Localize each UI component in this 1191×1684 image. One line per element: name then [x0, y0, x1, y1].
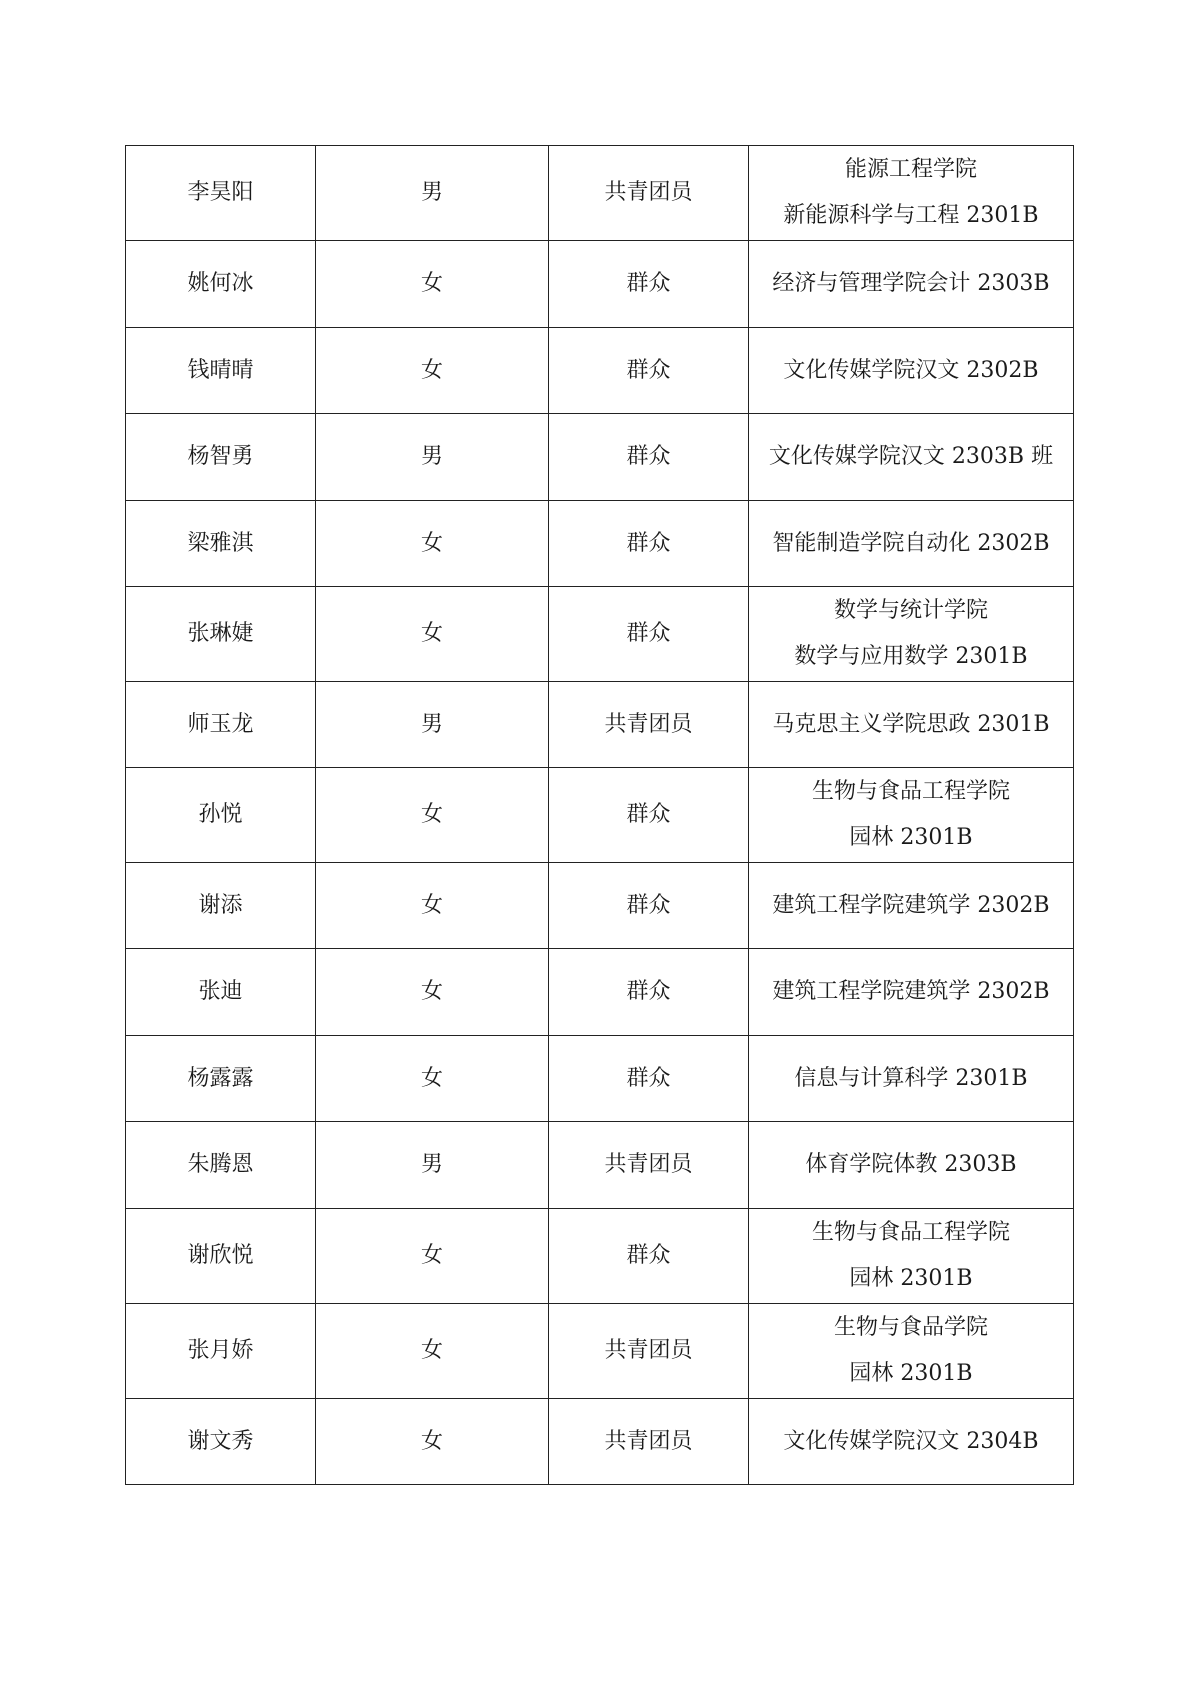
- table-row: [126, 1399, 1074, 1485]
- unit-cell: [749, 328, 1074, 414]
- name-cell: 谢添: [126, 863, 316, 949]
- gender-cell: 女: [316, 241, 549, 328]
- name-cell: 朱腾恩: [126, 1122, 316, 1209]
- name-cell: 师玉龙: [126, 682, 316, 768]
- table-row: [126, 241, 1074, 328]
- table-row: [126, 949, 1074, 1036]
- political-status-cell: 共青团员: [549, 1304, 749, 1399]
- name-cell: 杨露露: [126, 1036, 316, 1122]
- unit-cell: [749, 1036, 1074, 1122]
- political-status-cell: 共青团员: [549, 682, 749, 768]
- unit-cell: [749, 1399, 1074, 1485]
- unit-line: 生物与食品学院: [833, 1315, 988, 1340]
- unit-cell: [749, 241, 1074, 328]
- unit-line: 体育学院体教 2303B: [805, 1152, 1017, 1177]
- unit-cell: [749, 501, 1074, 587]
- political-status-cell: 共青团员: [549, 146, 749, 241]
- table-row: [126, 1036, 1074, 1122]
- unit-cell: [749, 414, 1074, 501]
- unit-cell: [749, 768, 1074, 863]
- unit-cell: [749, 1304, 1074, 1399]
- table-row: [126, 1209, 1074, 1304]
- political-status-cell: 共青团员: [549, 1122, 749, 1209]
- table-row: [126, 682, 1074, 768]
- gender-cell: 女: [316, 863, 549, 949]
- political-status-cell: 群众: [549, 1036, 749, 1122]
- political-status-cell: 群众: [549, 949, 749, 1036]
- gender-cell: 女: [316, 1399, 549, 1485]
- political-status-cell: 群众: [549, 1209, 749, 1304]
- political-status-cell: 群众: [549, 328, 749, 414]
- name-cell: 谢文秀: [126, 1399, 316, 1485]
- name-cell: 孙悦: [126, 768, 316, 863]
- unit-line: 文化传媒学院汉文 2304B: [783, 1428, 1039, 1454]
- unit-line: 生物与食品工程学院: [811, 1220, 1010, 1245]
- unit-line: 建筑工程学院建筑学 2302B: [772, 892, 1050, 918]
- gender-cell: 男: [316, 414, 549, 501]
- political-status-cell: 群众: [549, 863, 749, 949]
- unit-cell: [749, 1122, 1074, 1209]
- unit-line: 园林 2301B: [849, 1266, 973, 1291]
- unit-cell: [749, 949, 1074, 1036]
- table-row: [126, 587, 1074, 682]
- gender-cell: 女: [316, 501, 549, 587]
- unit-line: 智能制造学院自动化 2302B: [772, 530, 1050, 556]
- unit-line: 数学与统计学院: [833, 598, 988, 623]
- unit-line: 信息与计算科学 2301B: [794, 1065, 1028, 1091]
- unit-cell: [749, 682, 1074, 768]
- unit-line: 数学与应用数学 2301B: [794, 644, 1028, 669]
- name-cell: 张琳婕: [126, 587, 316, 682]
- table-row: [126, 414, 1074, 501]
- gender-cell: 女: [316, 587, 549, 682]
- unit-line: 能源工程学院: [844, 157, 977, 182]
- gender-cell: 男: [316, 1122, 549, 1209]
- table-row: [126, 501, 1074, 587]
- political-status-cell: 群众: [549, 587, 749, 682]
- gender-cell: 女: [316, 949, 549, 1036]
- gender-cell: 女: [316, 1209, 549, 1304]
- gender-cell: 女: [316, 768, 549, 863]
- gender-cell: 男: [316, 146, 549, 241]
- name-cell: 杨智勇: [126, 414, 316, 501]
- name-cell: 张迪: [126, 949, 316, 1036]
- political-status-cell: 群众: [549, 768, 749, 863]
- political-status-cell: 共青团员: [549, 1399, 749, 1485]
- name-cell: 谢欣悦: [126, 1209, 316, 1304]
- name-cell: 李昊阳: [126, 146, 316, 241]
- unit-cell: [749, 587, 1074, 682]
- unit-line: 园林 2301B: [849, 825, 973, 850]
- unit-cell: [749, 146, 1074, 241]
- name-cell: 梁雅淇: [126, 501, 316, 587]
- unit-line: 园林 2301B: [849, 1361, 973, 1386]
- gender-cell: 男: [316, 682, 549, 768]
- gender-cell: 女: [316, 328, 549, 414]
- name-cell: 张月娇: [126, 1304, 316, 1399]
- table-row: [126, 863, 1074, 949]
- unit-line: 生物与食品工程学院: [811, 779, 1010, 804]
- political-status-cell: 群众: [549, 501, 749, 587]
- name-cell: 姚何冰: [126, 241, 316, 328]
- gender-cell: 女: [316, 1036, 549, 1122]
- table-row: [126, 768, 1074, 863]
- unit-line: 新能源科学与工程 2301B: [783, 203, 1039, 228]
- unit-line: 建筑工程学院建筑学 2302B: [772, 979, 1050, 1004]
- unit-cell: [749, 1209, 1074, 1304]
- roster-table: [125, 145, 1074, 1485]
- unit-line: 马克思主义学院思政 2301B: [772, 711, 1050, 737]
- unit-line: 文化传媒学院汉文 2302B: [783, 357, 1039, 383]
- table-row: [126, 328, 1074, 414]
- table-row: [126, 1304, 1074, 1399]
- gender-cell: 女: [316, 1304, 549, 1399]
- unit-cell: [749, 863, 1074, 949]
- name-cell: 钱晴晴: [126, 328, 316, 414]
- table-row: [126, 1122, 1074, 1209]
- unit-line: 文化传媒学院汉文 2303B 班: [768, 444, 1054, 469]
- political-status-cell: 群众: [549, 241, 749, 328]
- unit-line: 经济与管理学院会计 2303B: [772, 271, 1050, 296]
- political-status-cell: 群众: [549, 414, 749, 501]
- table-row: [126, 146, 1074, 241]
